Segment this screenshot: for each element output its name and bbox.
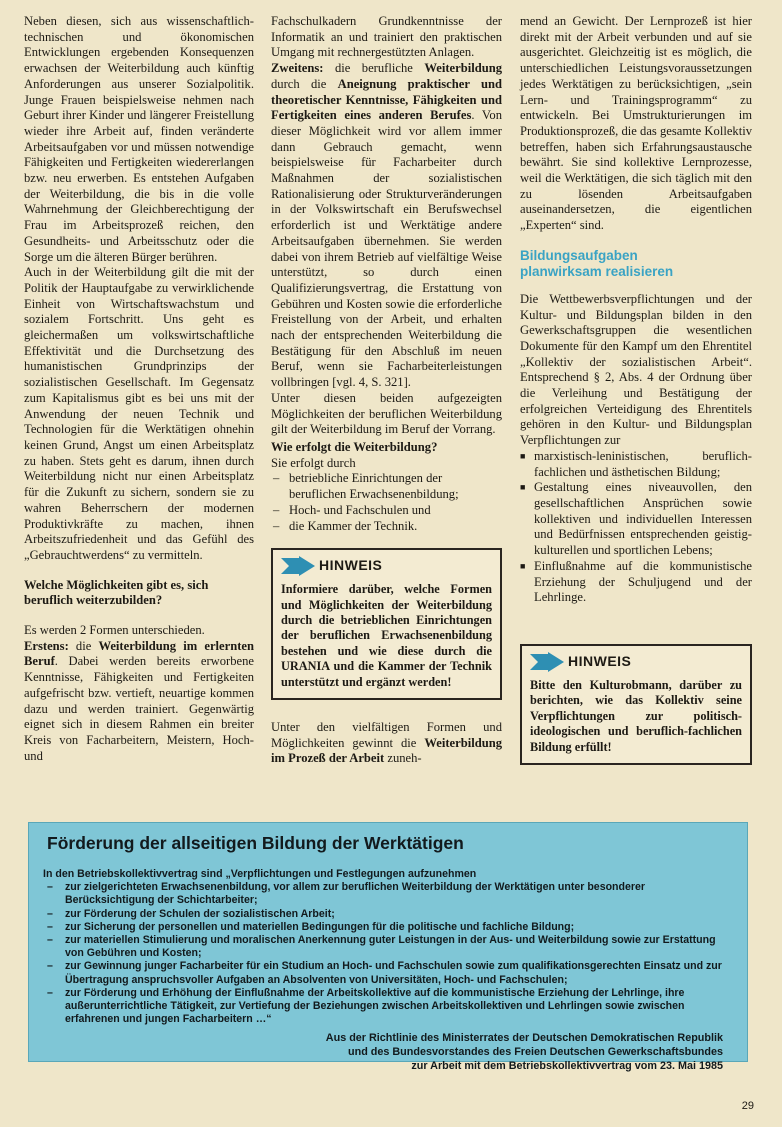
paragraph: Unter diesen beiden aufgezeigten Möglichkeiten der beruflichen Weiterbildung gilt der Weiterbildung im Beruf der Vorrang. <box>271 390 502 437</box>
list-item: ■ Einflußnahme auf die kommunistische Erziehung der Schuljugend und der Lehrlinge. <box>520 559 752 606</box>
list-item: – zur Sicherung der personellen und materiellen Bedingungen für die politische und fachliche Bildung; <box>43 921 733 934</box>
paragraph: Fachschulkadern Grundkenntnisse der Informatik an und trainiert den praktischen Umgang mit rechnergestützten Anlagen. <box>271 14 502 60</box>
heading-line: Bildungsaufgaben <box>520 247 638 263</box>
institution-list <box>271 471 502 534</box>
paragraph: Auch in der Weiterbildung gilt die mit der Politik der Hauptaufgabe zu verwirklichende Einheit von Wirtschaftswachstum und sozialem Fortschritt. Uns geht es gleichermaßen um volkswirtschaftliche Effektivität und die Durchsetzung des humanistischen Grundprinzips der sozialistischen Gesellschaft. Im Gegensatz zum Kapitalismus gibt es bei uns mit der Anwendung der neuen Technik und Technologien für die Werktätigen ohnehin keinen Grund, Angst um einen Arbeitsplatz zu haben. Stets geht es darum, ihnen durch Weiterbildung nicht nur einen Arbeitsplatz für die Zukunft zu sichern, sondern sie zu wahren Beherrschern der modernen Produktivkräfte zu machen, ihnen Arbeitszufriedenheit und das Gefühl des „Gebrauchtwerdens“ zu vermitteln. <box>24 265 254 562</box>
highlight-box <box>28 822 748 1072</box>
box-intro: In den Betriebskollektivvertrag sind „Verpflichtungen und Festlegungen aufzunehmen <box>43 868 477 880</box>
list-intro: Sie erfolgt durch <box>271 455 356 470</box>
emphasis: Erstens: <box>24 638 69 653</box>
citation-line: und des Bundesvorstandes des Freien Deutschen Gewerkschaftsbundes <box>348 1046 723 1059</box>
hinweis-box <box>520 644 752 765</box>
list-item: – betriebliche Einrichtungen der beruflichen Erwachsenenbildung; <box>271 471 502 502</box>
section-question: Welche Möglichkeiten gibt es, sich beruflich weiterzubilden? <box>24 577 209 608</box>
heading-line: planwirksam realisieren <box>520 263 674 279</box>
text-run: durch die <box>271 76 338 91</box>
text-column-1 <box>24 14 254 764</box>
arrow-icon <box>281 556 315 576</box>
hinweis-text: Bitte den Kulturobmann, darüber zu berichten, wie das Kollektiv seine Verpflichtungen zur politisch-ideologischen und beruflich-fachlichen Bildung erfüllt! <box>530 677 742 754</box>
paragraph: Neben diesen, sich aus wissenschaftlich-technischen und ökonomischen Entwicklungen ergebenden Konsequenzen erwachsen der Weiterbildung auch künftig Anforderungen aus unserer Sozialpolitik. Junge Frauen beispielsweise nehmen nach Geburt ihrer Kinder und längerer Freistellung wieder ihre Arbeit auf, finden veränderte Arbeitsaufgaben vor und müssen notwendige Fähigkeiten und Fertigkeiten wiedererlangen bzw. neu erwerben. Es entstehen Aufgaben der Weiterbildung, die bis in die volle Wahrnehmung der Gleichberechtigung der Frau im Arbeitsprozeß reichen, den Gesundheits- und Arbeitsschutz oder die Sorge um die älteren Bürger berühren. <box>24 14 254 264</box>
text-run: die <box>68 638 99 653</box>
text-column-2 <box>271 14 502 767</box>
arrow-icon <box>530 652 564 672</box>
text-run: Unter den vielfältigen Formen und Möglichkeiten gewinnt die <box>271 720 502 750</box>
emphasis: Weiterbildung <box>424 61 502 76</box>
list-item: – zur zielgerichteten Erwachsenenbildung, vor allem zur beruflichen Weiterbildung der Werktätigen unter besonderer Berücksichtigung der Schichtarbeiter; <box>43 881 733 907</box>
list-item: – Hoch- und Fachschulen und <box>271 503 502 519</box>
text-column-3 <box>520 14 752 765</box>
paragraph: Die Wettbewerbsverpflichtungen und der Kultur- und Bildungsplan bilden in den Gewerkschaftsgruppen die wesentlichen Dokumente für den Kampf um den Ehrentitel „Kollektiv der sozialistischen Arbeit“. Entsprechend § 2, Abs. 4 der Ordnung über die Verleihung und Bestätigung der erfolgreichen Verteidigung des Ehrentitels gehören in den Kultur- und Bildungsplan Verpflichtungen zur <box>520 291 752 448</box>
paragraph: Es werden 2 Formen unterschieden. <box>24 623 205 638</box>
list-item: ■ Gestaltung eines niveauvollen, den gesellschaftlichen Ansprüchen sowie kollektiven und individuellen Interessen und Bedürfnissen entsprechenden geistig-kulturellen und sportlichen Lebens; <box>520 480 752 559</box>
box-list <box>43 881 733 1026</box>
paragraph <box>24 639 254 765</box>
hinweis-title: HINWEIS <box>568 653 632 670</box>
citation-line: Aus der Richtlinie des Ministerrates der Deutschen Demokratischen Republik <box>325 1032 723 1045</box>
list-item: – zur Förderung und Erhöhung der Einflußnahme der Arbeitskollektive auf die kommunistische Erziehung der Lehrlinge, ihre außerunterrichtliche Tätigkeit, zur Vertiefung der Beziehungen zwischen Arbeitskollektiven und Lehrlingen sowie zwischen erfahrenen und jungen Facharbeitern …“ <box>43 987 733 1027</box>
page-number: 29 <box>741 1100 754 1112</box>
section-heading <box>520 248 752 280</box>
text-run: . Von dieser Möglichkeit wird vor allem immer dann Gebrauch gemacht, wenn beispielsweise für Facharbeiter durch Maßnahmen der sozialistischen Rationalisierung oder Strukturveränderungen in der Volkswirtschaft ein Berufswechsel erforderlich ist und Werktätige andere Arbeitsaufgaben übernehmen. Sie werden dabei von ihrem Betrieb auf vielfältige Weise unterstützt, so durch einen Qualifizierungsvertrag, die Erstattung von Gebühren und Kosten sowie die erforderliche Freistellung von der Arbeit, und erhalten nach der entsprechenden Weiterbildung die Bestätigung für den Abschluß im neuen Beruf, wenn sie Facharbeiterleistungen vollbringen [vgl. 4, S. 321]. <box>271 108 503 390</box>
text-run: . Dabei werden bereits erworbene Kenntnisse, Fähigkeiten und Fertigkeiten aufgefrischt bzw. vertieft, neuartige kommen dazu und werden trainiert. Gegenwärtig eignet sich in diesem Rahmen ein breiter Kreis von Facharbeitern, Meistern, Hoch- und <box>24 654 254 763</box>
hinweis-header <box>281 556 492 576</box>
emphasis: Aneignung praktischer und theoretischer Kenntnisse, Fähigkeiten und Fertigkeiten eines anderen Berufes <box>271 76 502 123</box>
hinweis-title: HINWEIS <box>319 557 383 574</box>
list-item: ■ marxistisch-leninistischen, beruflich-fachlichen und ästhetischen Bildung; <box>520 449 752 480</box>
paragraph <box>271 720 502 767</box>
section-question: Wie erfolgt die Weiterbildung? <box>271 439 438 454</box>
hinweis-header <box>530 652 742 672</box>
paragraph: mend an Gewicht. Der Lernprozeß ist hier direkt mit der Arbeit verbunden und auf sie ausgerichtet. Gleichzeitig ist es möglich, die unterschiedlichen Leistungsvoraussetzungen jedes Werktätigen zu berücksichtigen, „sein Lern- und Trainingsprogramm“ zu entwickeln. Bei Umstrukturierungen im Produktionsprozeß, die das gesamte Kollektiv betreffen, haben sich Erfahrungsaustausche bewährt. Sie sind kollektive Lernprozesse, weil die Werktätigen, die sich täglich mit den zu lösenden Arbeitsaufgaben auseinandersetzen, die eigentlichen „Experten“ sind. <box>520 14 752 233</box>
citation-line: zur Arbeit mit dem Betriebskollektivvertrag vom 23. Mai 1985 <box>411 1059 723 1072</box>
hinweis-box <box>271 548 502 700</box>
list-item: – die Kammer der Technik. <box>271 519 502 535</box>
source-citation <box>43 1032 733 1073</box>
emphasis: Weiterbildung im Prozeß der Arbeit <box>271 735 502 766</box>
text-run: zuneh- <box>384 751 422 766</box>
box-title: Förderung der allseitigen Bildung der Werktätigen <box>47 833 464 853</box>
emphasis: Weiterbildung im erlernten Beruf <box>24 638 255 669</box>
text-run: die berufliche <box>323 61 425 76</box>
list-item: – zur Förderung der Schulen der sozialistischen Arbeit; <box>43 908 733 921</box>
obligation-list <box>520 449 752 606</box>
list-item: – zur Gewinnung junger Facharbeiter für ein Studium an Hoch- und Fachschulen sowie zum qualifikationsgerechten Einsatz und zur Übertragung anspruchsvoller Aufgaben an Absolventen von Universitäten, Hoch- und Fachschulen; <box>43 960 733 986</box>
hinweis-text: Informiere darüber, welche Formen und Möglichkeiten der Weiterbildung durch die betrieblichen Einrichtungen der beruflichen Erwachsenenbildung bestehen und wie diese durch die URANIA und die Kammer der Technik unterstützt und ergänzt werden! <box>281 582 492 689</box>
list-item: – zur materiellen Stimulierung und moralischen Anerkennung guter Leistungen in der Aus- und Weiterbildung sowie zur Erstattung von Gebühren und Kosten; <box>43 934 733 960</box>
paragraph <box>271 61 502 391</box>
emphasis: Zweitens: <box>271 61 324 76</box>
